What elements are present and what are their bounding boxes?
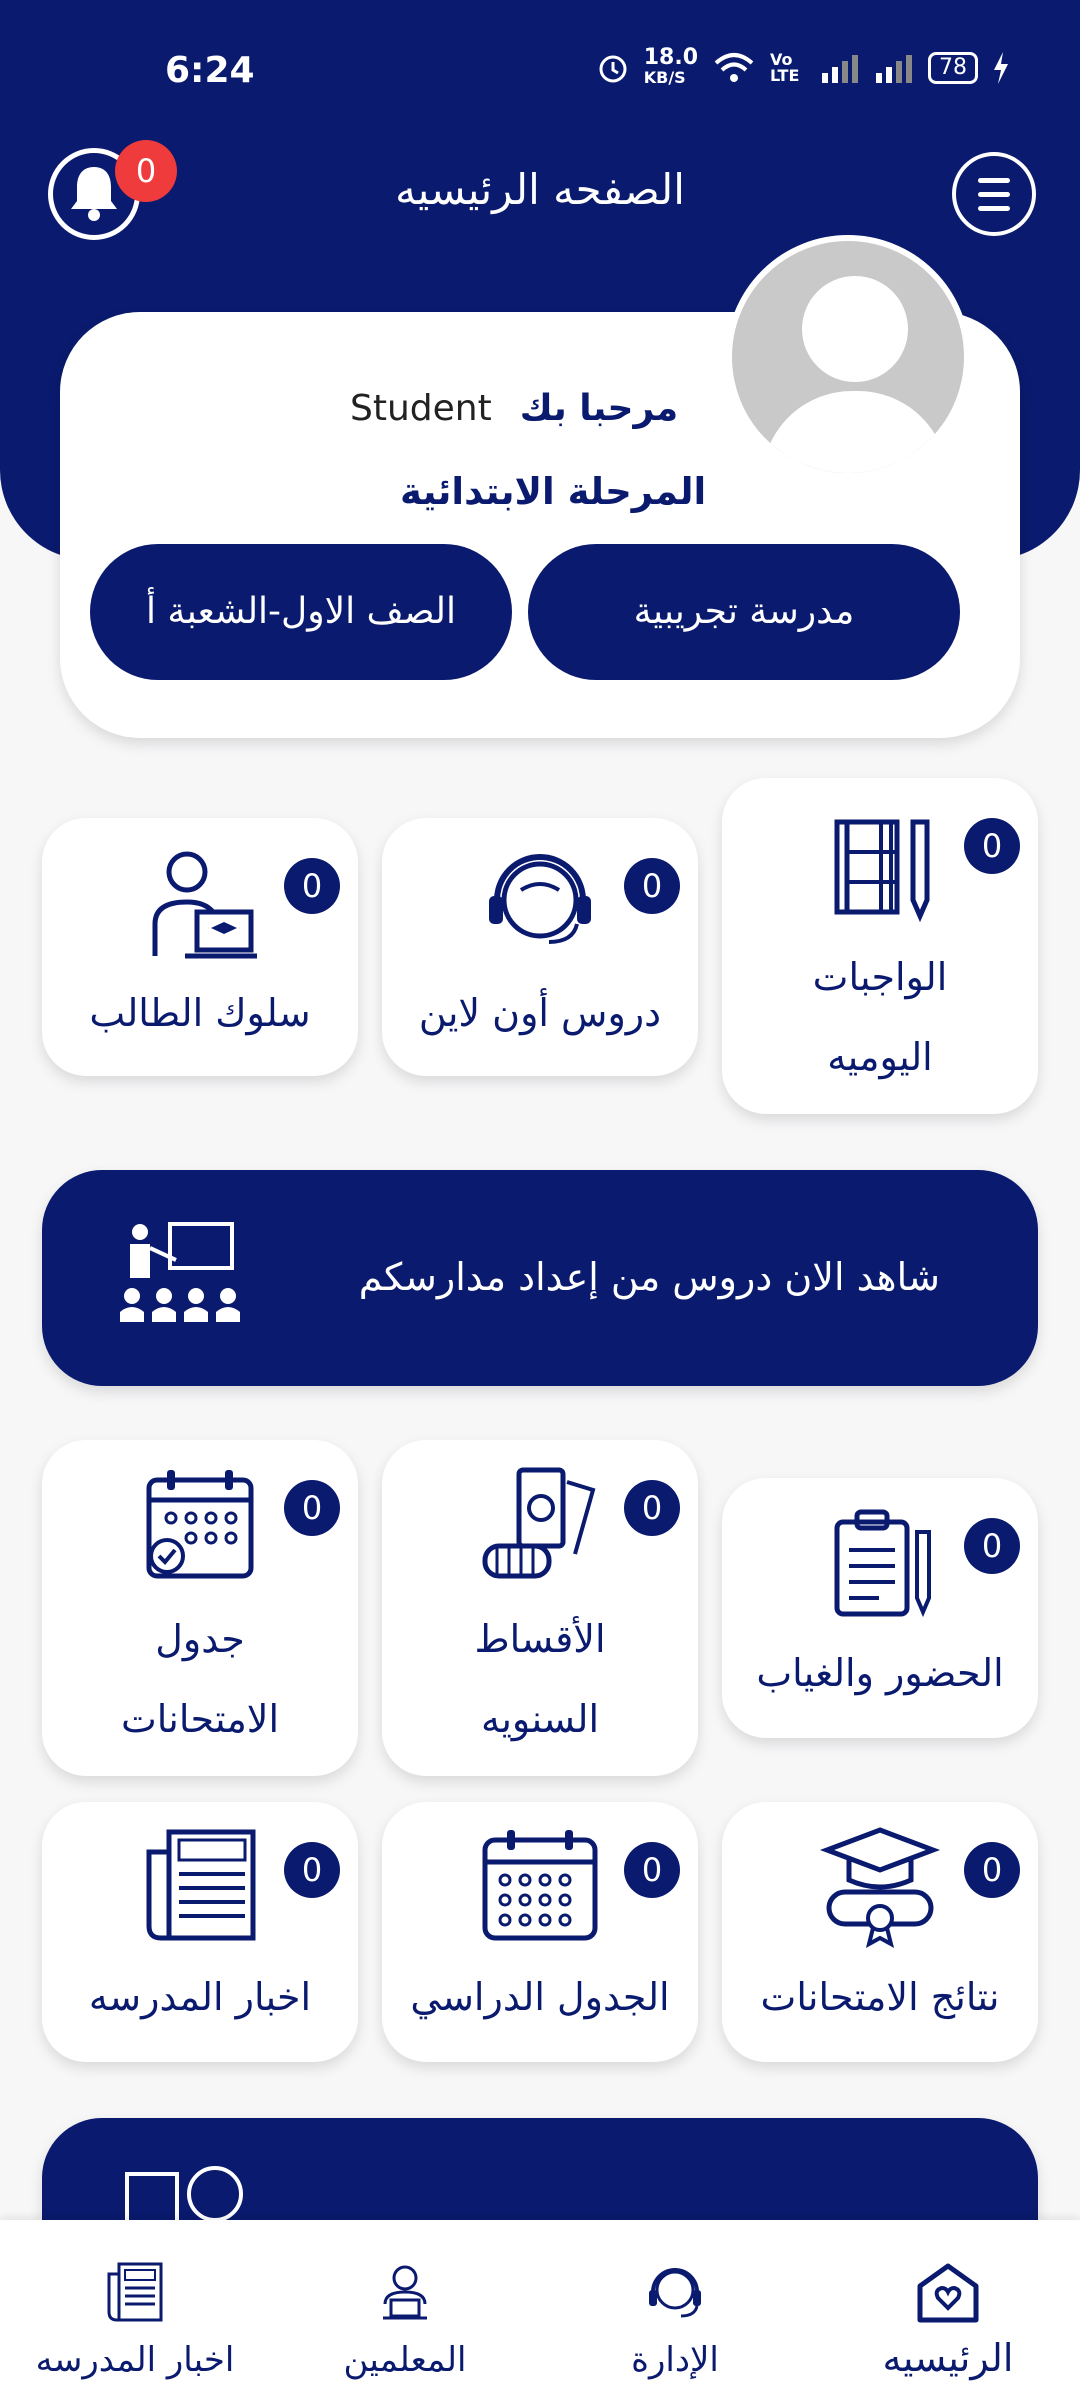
tile-label: جدول	[155, 1617, 245, 1661]
home-heart-icon	[914, 2260, 982, 2328]
tile-homework[interactable]	[722, 778, 1038, 1114]
teacher-class-icon	[114, 1218, 244, 1338]
nav-label: الإدارة	[631, 2340, 719, 2380]
banner-text: شاهد الان دروس من إعداد مدارسكم	[358, 1255, 940, 1299]
tile-label: السنويه	[480, 1697, 600, 1741]
volte-label: Vo LTE	[770, 50, 800, 85]
tile-label: اخبار المدرسه	[88, 1975, 312, 2019]
tile-exam-schedule[interactable]	[42, 1440, 358, 1776]
avatar-head	[802, 276, 908, 382]
tile-label: اليوميه	[827, 1035, 933, 1079]
tile-label: الأقساط	[474, 1617, 606, 1661]
tile-school-news[interactable]	[42, 1802, 358, 2062]
nav-label: المعلمين	[343, 2340, 467, 2380]
status-bar	[0, 0, 1080, 110]
count-badge: 0	[964, 1842, 1020, 1898]
tile-label: الامتحانات	[120, 1697, 280, 1741]
battery-indicator: 78	[928, 52, 978, 84]
support-agent-icon	[643, 2260, 707, 2324]
welcome-line	[350, 388, 678, 429]
tile-label: نتائج الامتحانات	[760, 1975, 1000, 2019]
count-badge: 0	[624, 1842, 680, 1898]
tile-label: دروس أون لاين	[418, 991, 662, 1035]
count-badge: 0	[284, 1842, 340, 1898]
notebook-pencil-icon	[815, 800, 945, 930]
newspaper-icon	[103, 2260, 167, 2324]
notification-badge: 0	[115, 140, 177, 202]
tile-label: الواجبات	[812, 955, 948, 999]
bottom-navigation	[0, 2220, 1080, 2400]
charging-icon	[992, 52, 1010, 84]
net-speed: 18.0 KB/S	[643, 45, 698, 87]
lessons-banner[interactable]	[42, 1170, 1038, 1386]
tile-label: الحضور والغياب	[756, 1651, 1004, 1695]
stage-label: المرحلة الابتدائية	[400, 470, 707, 513]
tile-timetable[interactable]	[382, 1802, 698, 2062]
signal-icon	[820, 53, 860, 83]
school-button[interactable]: مدرسة تجريبية	[528, 544, 960, 680]
signal-icon-2	[874, 53, 914, 83]
student-laptop-icon	[135, 838, 265, 968]
clipboard-icon	[815, 1498, 945, 1628]
tile-attendance[interactable]	[722, 1478, 1038, 1738]
status-icons	[596, 45, 1010, 88]
student-name: Student	[350, 388, 492, 429]
money-coins-icon	[475, 1460, 605, 1590]
page-title: الصفحه الرئيسيه	[395, 165, 685, 214]
class-button[interactable]: الصف الاول-الشعبة أ	[90, 544, 512, 680]
graduation-diploma-icon	[815, 1822, 945, 1952]
alarm-icon	[596, 51, 630, 85]
tile-installments[interactable]	[382, 1440, 698, 1776]
avatar-body	[762, 391, 948, 479]
count-badge: 0	[624, 1480, 680, 1536]
nav-label: الرئيسيه	[882, 2336, 1014, 2380]
newspaper-icon	[135, 1822, 265, 1952]
nav-label: اخبار المدرسه	[35, 2340, 235, 2380]
count-badge: 0	[284, 1480, 340, 1536]
avatar[interactable]	[726, 235, 970, 479]
tile-exam-results[interactable]	[722, 1802, 1038, 2062]
tile-student-behavior[interactable]	[42, 818, 358, 1076]
tile-label: سلوك الطالب	[89, 991, 311, 1035]
tile-label: الجدول الدراسي	[410, 1975, 670, 2019]
greeting: مرحبا بك	[519, 388, 679, 429]
count-badge: 0	[964, 818, 1020, 874]
tile-online-lessons[interactable]	[382, 818, 698, 1076]
teacher-laptop-icon	[373, 2260, 437, 2324]
calendar-grid-icon	[475, 1822, 605, 1952]
calendar-check-icon	[135, 1460, 265, 1590]
wifi-icon	[712, 51, 756, 85]
count-badge: 0	[964, 1518, 1020, 1574]
report-globe-icon	[117, 2164, 247, 2224]
count-badge: 0	[624, 858, 680, 914]
status-time: 6:24	[165, 50, 255, 91]
headset-icon	[475, 838, 605, 968]
count-badge: 0	[284, 858, 340, 914]
